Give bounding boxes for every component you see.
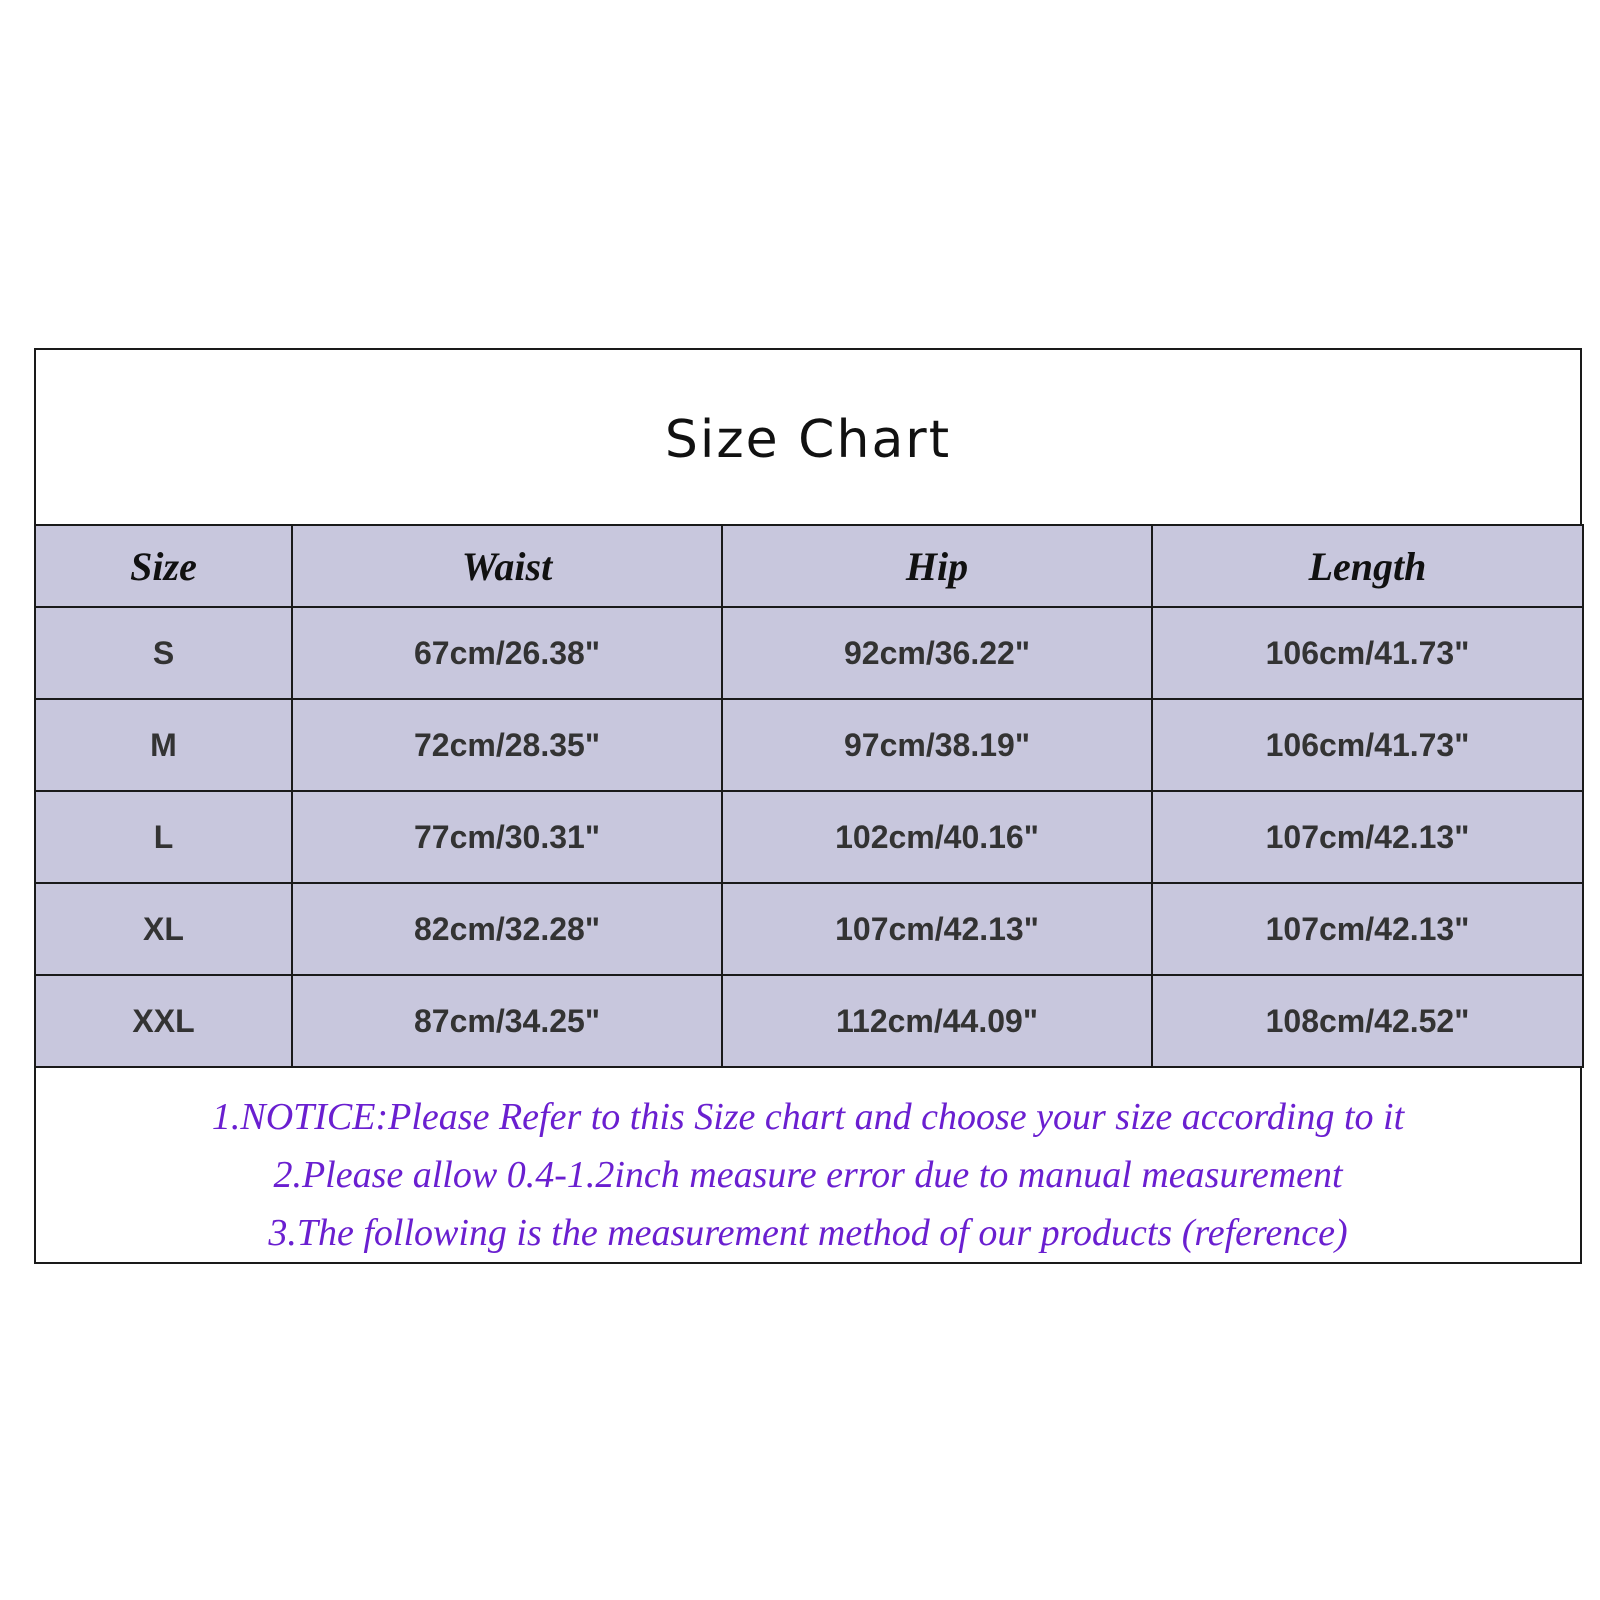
header-hip: Hip — [722, 525, 1152, 607]
header-length: Length — [1152, 525, 1583, 607]
hip-cell: 102cm/40.16" — [722, 791, 1152, 883]
size-cell: XXL — [35, 975, 292, 1067]
header-row — [35, 525, 1583, 607]
table-row — [35, 883, 1583, 975]
hip-cell: 112cm/44.09" — [722, 975, 1152, 1067]
waist-cell: 67cm/26.38" — [292, 607, 722, 699]
waist-cell: 72cm/28.35" — [292, 699, 722, 791]
header-size: Size — [35, 525, 292, 607]
size-cell: XL — [35, 883, 292, 975]
title-area — [36, 350, 1580, 526]
length-cell: 107cm/42.13" — [1152, 791, 1583, 883]
header-waist: Waist — [292, 525, 722, 607]
waist-cell: 77cm/30.31" — [292, 791, 722, 883]
note-line-1: 1.NOTICE:Please Refer to this Size chart and choose your size according to it — [211, 1096, 1405, 1138]
size-cell: M — [35, 699, 292, 791]
length-cell: 108cm/42.52" — [1152, 975, 1583, 1067]
table-row — [35, 699, 1583, 791]
waist-cell: 82cm/32.28" — [292, 883, 722, 975]
length-cell: 106cm/41.73" — [1152, 699, 1583, 791]
notes-area — [36, 1086, 1580, 1264]
waist-cell: 87cm/34.25" — [292, 975, 722, 1067]
size-cell: S — [35, 607, 292, 699]
length-cell: 107cm/42.13" — [1152, 883, 1583, 975]
hip-cell: 107cm/42.13" — [722, 883, 1152, 975]
size-table — [34, 524, 1584, 1068]
size-chart-frame — [34, 348, 1582, 1264]
size-cell: L — [35, 791, 292, 883]
table-row — [35, 791, 1583, 883]
note-line-2: 2.Please allow 0.4-1.2inch measure error due to manual measurement — [273, 1154, 1343, 1196]
note-line-3: 3.The following is the measurement method of our products (reference) — [268, 1212, 1348, 1254]
table-row — [35, 607, 1583, 699]
chart-title: Size Chart — [664, 410, 952, 470]
table-row — [35, 975, 1583, 1067]
hip-cell: 92cm/36.22" — [722, 607, 1152, 699]
hip-cell: 97cm/38.19" — [722, 699, 1152, 791]
length-cell: 106cm/41.73" — [1152, 607, 1583, 699]
